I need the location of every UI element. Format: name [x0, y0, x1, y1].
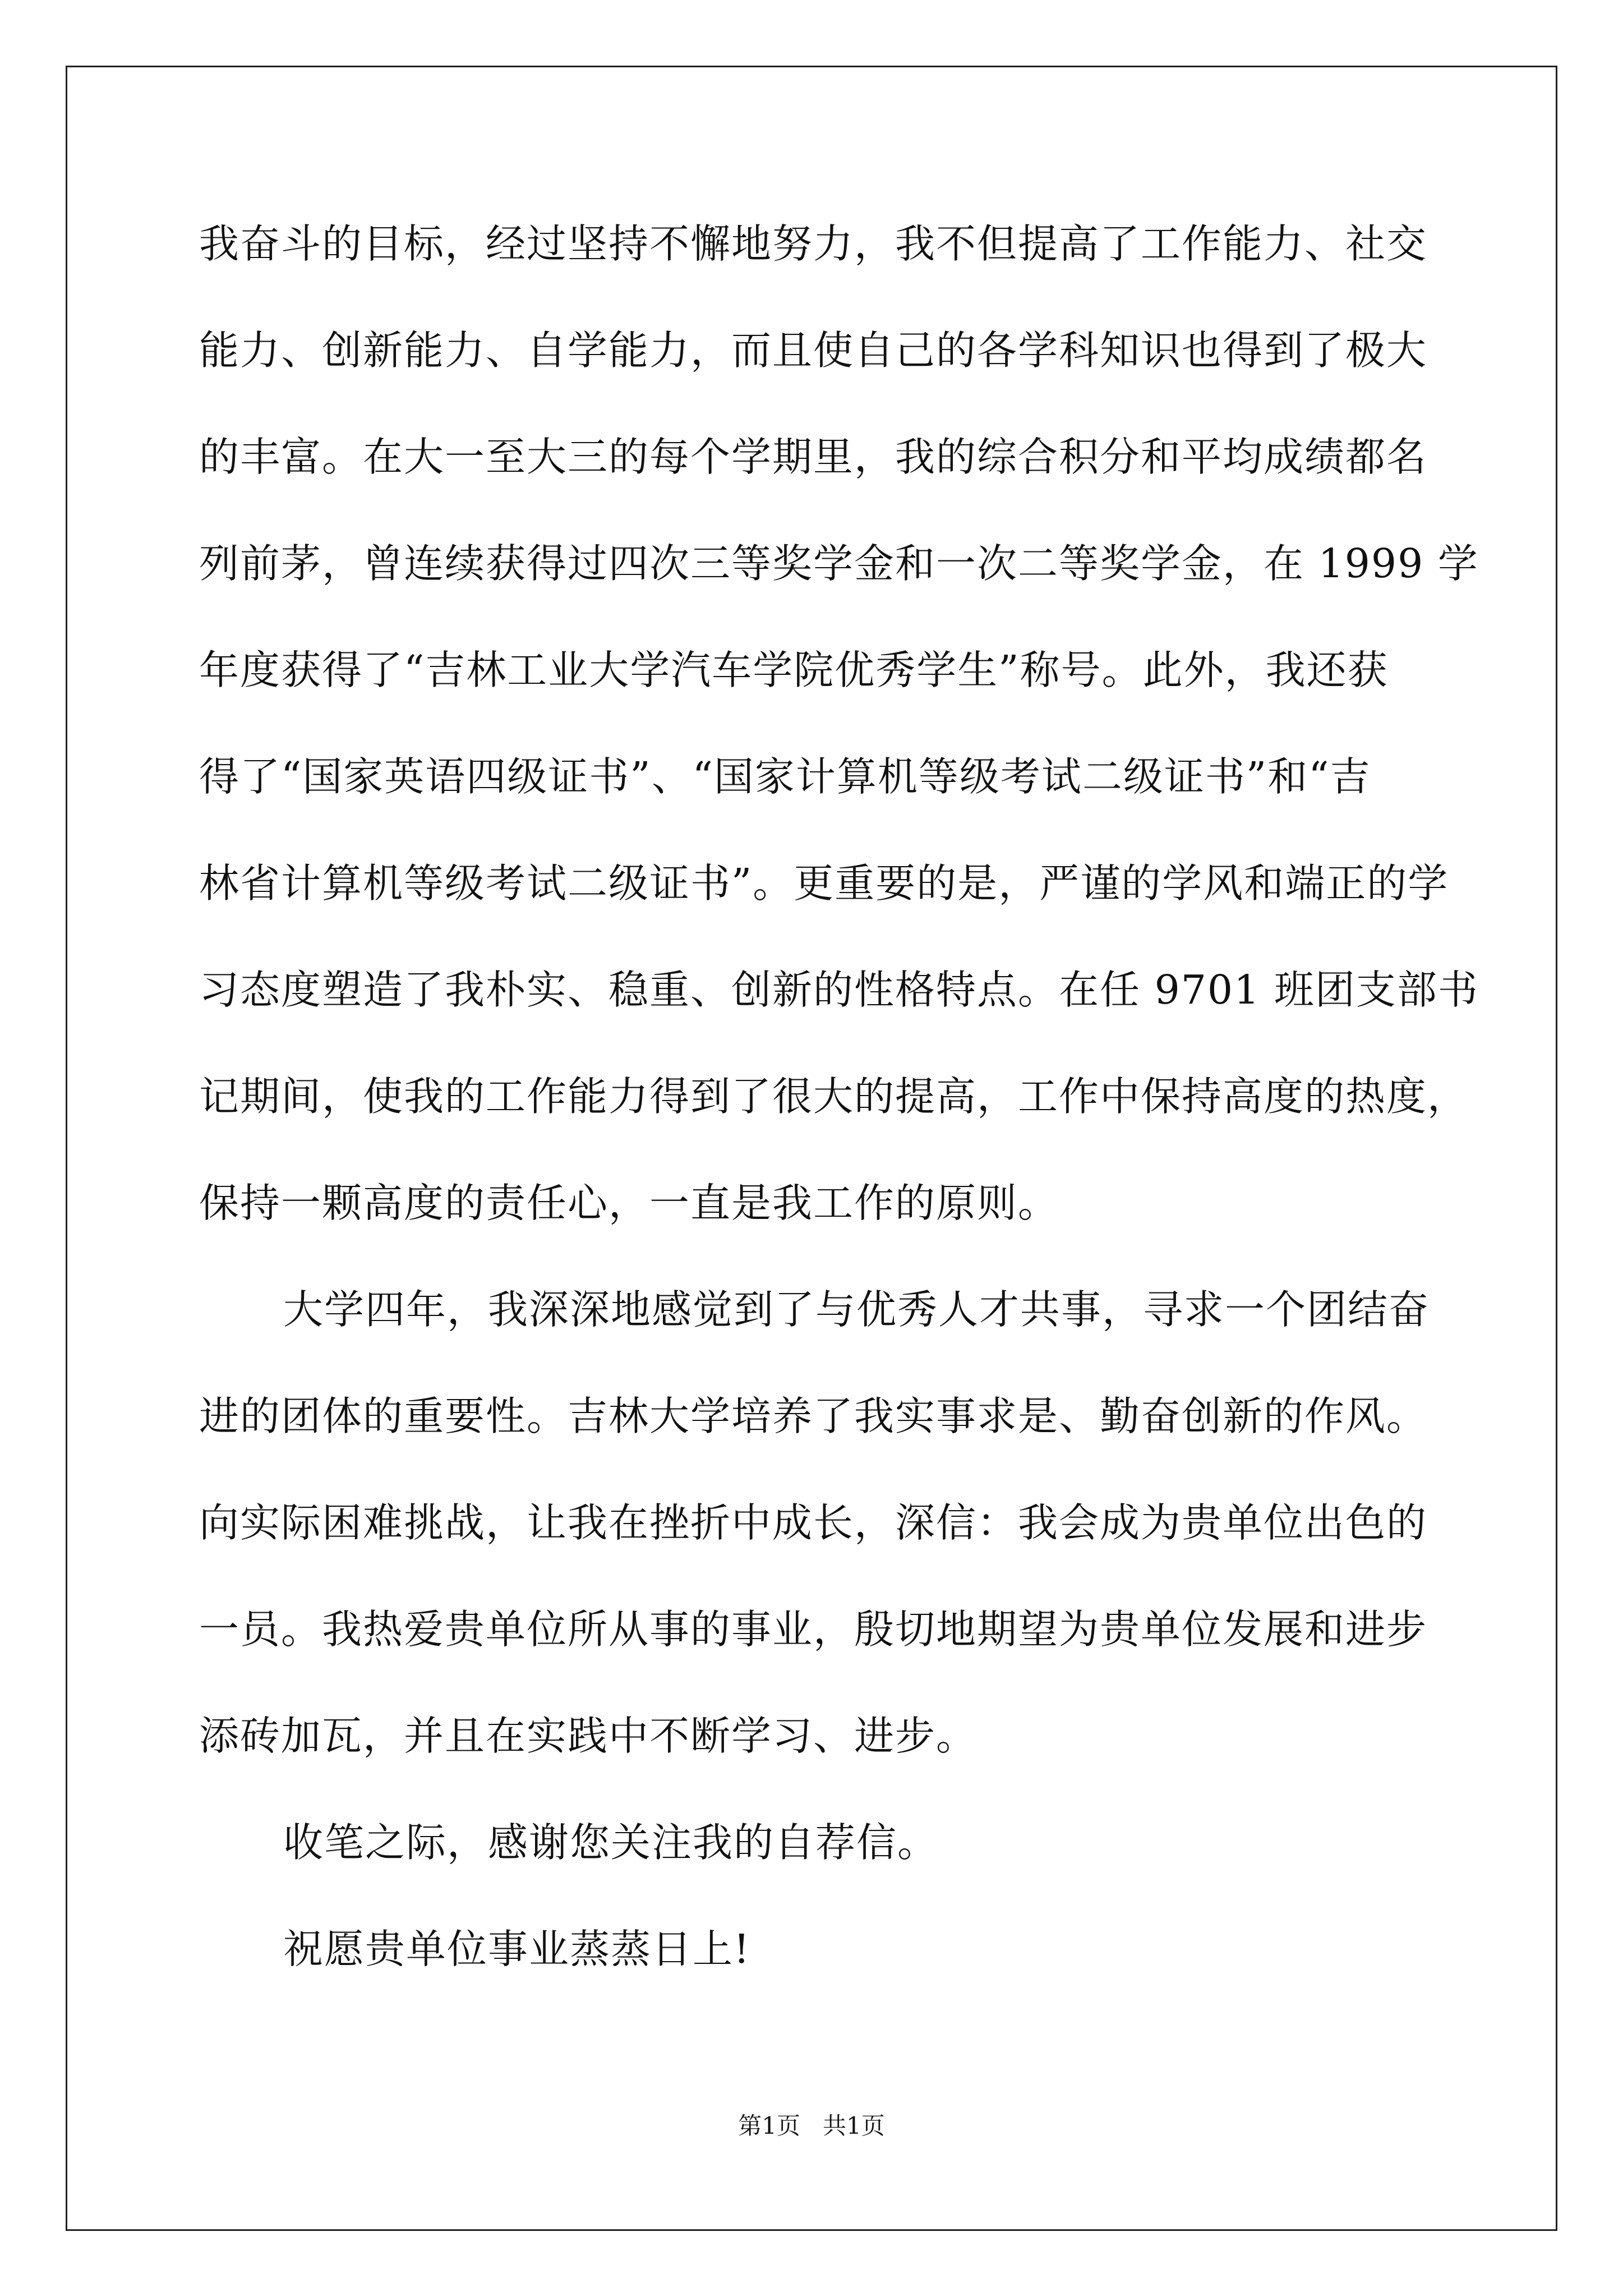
text-line: 添砖加瓦，并且在实践中不断学习、进步。: [199, 1713, 978, 1759]
text-line: 得了“国家英语四级证书”、“国家计算机等级考试二级证书”和“吉: [199, 753, 1371, 800]
text-line: 进的团体的重要性。吉林大学培养了我实事求是、勤奋创新的作风。: [199, 1393, 1428, 1439]
text-line: 习态度塑造了我朴实、稳重、创新的性格特点。在任 9701 班团支部书: [199, 967, 1479, 1013]
page-number-footer: 第1页 共1页: [738, 2112, 885, 2139]
page-border: [66, 66, 1557, 2231]
text-line: 一员。我热爱贵单位所从事的事业，殷切地期望为贵单位发展和进步: [199, 1606, 1428, 1653]
text-line: 的丰富。在大一至大三的每个学期里，我的综合积分和平均成绩都名: [199, 434, 1428, 480]
text-line: 祝愿贵单位事业蒸蒸日上!: [283, 1926, 751, 1972]
text-line: 大学四年，我深深地感觉到了与优秀人才共事，寻求一个团结奋: [283, 1286, 1430, 1333]
text-line: 记期间，使我的工作能力得到了很大的提高，工作中保持高度的热度，: [199, 1073, 1469, 1120]
text-line: 林省计算机等级考试二级证书”。更重要的是，严谨的学风和端正的学: [199, 860, 1449, 907]
text-line: 能力、创新能力、自学能力，而且使自己的各学科知识也得到了极大: [199, 327, 1428, 374]
text-line: 向实际困难挑战，让我在挫折中成长，深信：我会成为贵单位出色的: [199, 1499, 1428, 1546]
text-line: 我奋斗的目标，经过坚持不懈地努力，我不但提高了工作能力、社交: [199, 220, 1428, 267]
text-line: 年度获得了“吉林工业大学汽车学院优秀学生”称号。此外，我还获: [199, 647, 1389, 693]
text-line: 列前茅，曾连续获得过四次三等奖学金和一次二等奖学金，在 1999 学: [199, 540, 1479, 587]
text-line: 保持一颗高度的责任心，一直是我工作的原则。: [199, 1180, 1059, 1226]
text-line: 收笔之际，感谢您关注我的自荐信。: [283, 1819, 939, 1866]
